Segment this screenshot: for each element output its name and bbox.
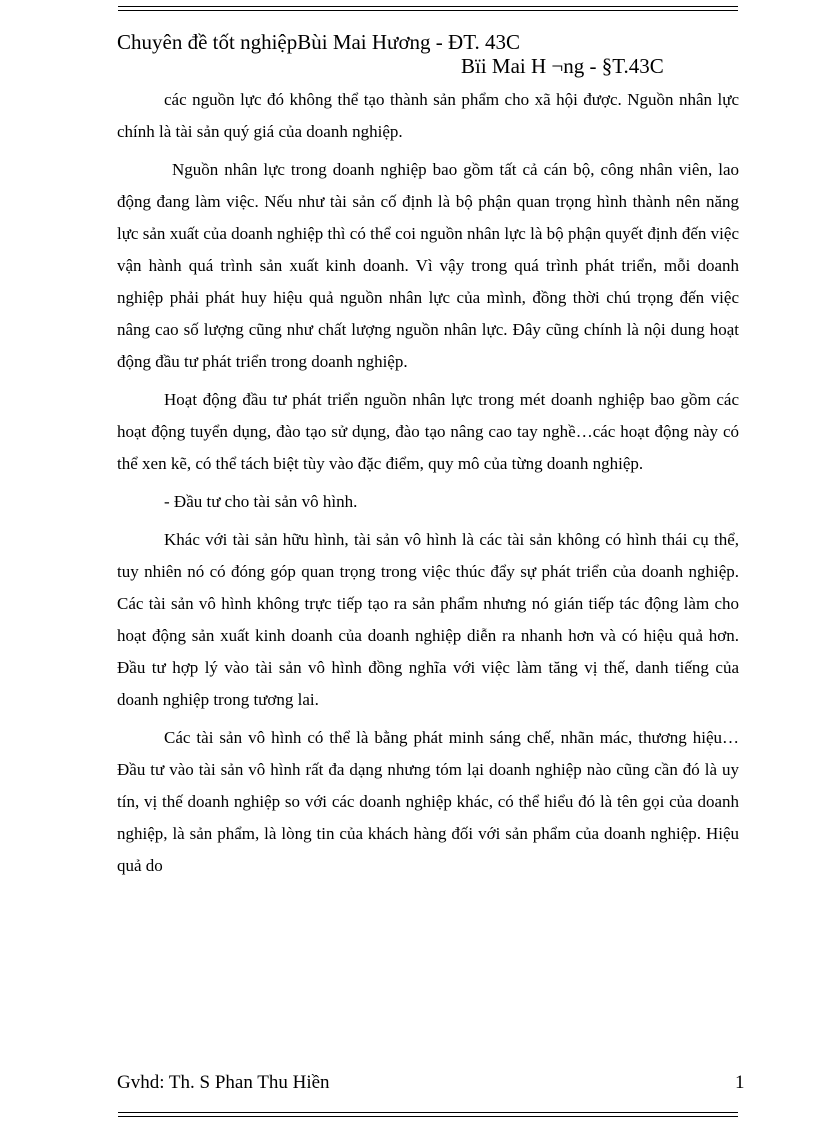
page-number: 1 <box>735 1072 745 1093</box>
paragraph: Hoạt động đầu tư phát triển nguồn nhân lực trong mét doanh nghiệp bao gồm các hoạt động tuyển dụng, đào tạo sử dụng, đào tạo nâng cao tay nghề…các hoạt động này có thể xen kẽ, có thể tách biệt tùy vào đặc điểm, quy mô của từng doanh nghiệp. <box>117 390 739 473</box>
running-header: Chuyên đề tốt nghiệpBùi Mai Hương - ĐT. 43C <box>117 30 520 54</box>
footer-rule <box>118 1112 738 1117</box>
section-heading: - Đầu tư cho tài sản vô hình. <box>164 492 358 511</box>
running-header-garbled: Bïi Mai H ¬ng - §T.43C <box>461 54 664 78</box>
paragraph: Khác với tài sản hữu hình, tài sản vô hình là các tài sản không có hình thái cụ thể, tuy nhiên nó có đóng góp quan trọng trong việc thúc đẩy sự phát triển của doanh nghiệp. Các tài sản vô hình không trực tiếp tạo ra sản phẩm nhưng nó gián tiếp tác động làm cho hoạt động sản xuất kinh doanh của doanh nghiệp diễn ra nhanh hơn và có hiệu quả hơn. Đầu tư hợp lý vào tài sản vô hình đồng nghĩa với việc làm tăng vị thế, danh tiếng của doanh nghiệp trong tương lai. <box>117 530 739 709</box>
document-body <box>117 84 739 888</box>
instructor-footer: Gvhd: Th. S Phan Thu Hiền <box>117 1072 330 1093</box>
paragraph: các nguồn lực đó không thể tạo thành sản phẩm cho xã hội được. Nguồn nhân lực chính là tài sản quý giá của doanh nghiệp. <box>117 90 739 141</box>
paragraph: Các tài sản vô hình có thể là bằng phát minh sáng chế, nhãn mác, thương hiệu…Đầu tư vào tài sản vô hình rất đa dạng nhưng tóm lại doanh nghiệp nào cũng cần đó là uy tín, vị thế doanh nghiệp so với các doanh nghiệp khác, có thể hiểu đó là tên gọi của doanh nghiệp, là sản phẩm, là lòng tin của khách hàng đối với sản phẩm của doanh nghiệp. Hiệu quả do <box>117 728 739 875</box>
header-rule <box>118 6 738 11</box>
paragraph: Nguồn nhân lực trong doanh nghiệp bao gồm tất cả cán bộ, công nhân viên, lao động đang làm việc. Nếu như tài sản cố định là bộ phận quan trọng hình thành nên năng lực sản xuất của doanh nghiệp thì có thể coi nguồn nhân lực là bộ phận quyết định đến việc vận hành quá trình sản xuất kinh doanh. Vì vậy trong quá trình phát triển, mỗi doanh nghiệp phải phát huy hiệu quả nguồn nhân lực của mình, đồng thời chú trọng đến việc nâng cao số lượng cũng như chất lượng nguồn nhân lực. Đây cũng chính là nội dung hoạt động đầu tư phát triển trong doanh nghiệp. <box>117 160 739 371</box>
